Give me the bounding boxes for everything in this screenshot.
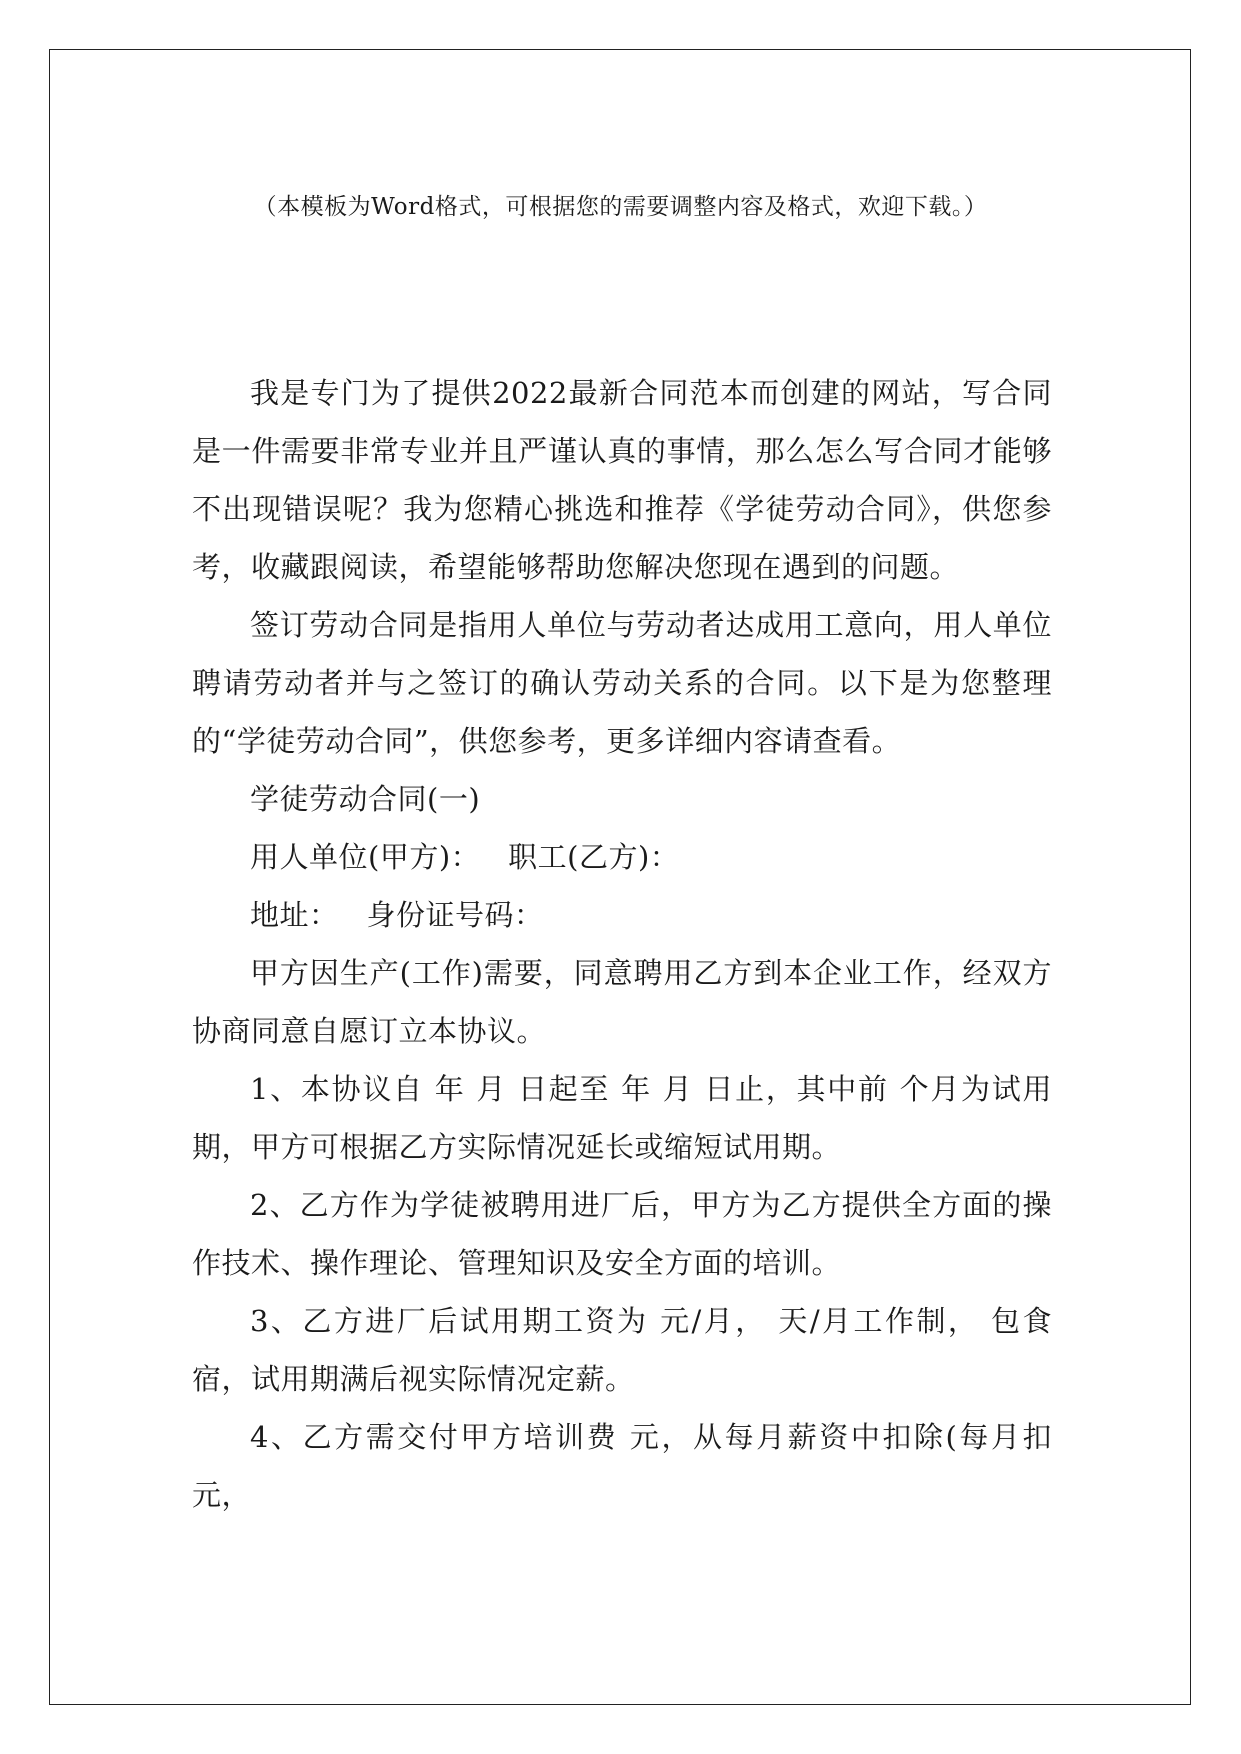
address-label: 地址： bbox=[250, 898, 339, 932]
section-title: 学徒劳动合同(一) bbox=[250, 782, 481, 816]
clause-4: 4、乙方需交付甲方培训费 元，从每月薪资中扣除(每月扣 元， bbox=[192, 1420, 1052, 1512]
parties-line bbox=[192, 828, 1052, 886]
employer-label: 用人单位(甲方)： bbox=[250, 840, 481, 874]
clause-1: 1、本协议自 年 月 日起至 年 月 日止，其中前 个月为试用期，甲方可根据乙方实际情况延长或缩短试用期。 bbox=[192, 1072, 1052, 1164]
clause-3: 3、乙方进厂后试用期工资为 元/月， 天/月工作制， 包食宿，试用期满后视实际情况定薪。 bbox=[192, 1304, 1052, 1396]
employee-label: 职工(乙方)： bbox=[508, 840, 680, 874]
document-body bbox=[192, 364, 1052, 1524]
address-line bbox=[192, 886, 1052, 944]
template-notice: （本模板为Word格式，可根据您的需要调整内容及格式，欢迎下载。） bbox=[253, 194, 988, 220]
preamble-paragraph: 甲方因生产(工作)需要，同意聘用乙方到本企业工作，经双方协商同意自愿订立本协议。 bbox=[192, 956, 1052, 1048]
id-number-label: 身份证号码： bbox=[366, 898, 544, 932]
definition-paragraph: 签订劳动合同是指用人单位与劳动者达成用工意向，用人单位聘请劳动者并与之签订的确认劳动关系的合同。以下是为您整理的“学徒劳动合同”，供您参考，更多详细内容请查看。 bbox=[192, 608, 1052, 758]
clause-2: 2、乙方作为学徒被聘用进厂后，甲方为乙方提供全方面的操作技术、操作理论、管理知识及安全方面的培训。 bbox=[192, 1188, 1052, 1280]
intro-paragraph: 我是专门为了提供2022最新合同范本而创建的网站，写合同是一件需要非常专业并且严谨认真的事情，那么怎么写合同才能够不出现错误呢？我为您精心挑选和推荐《学徒劳动合同》，供您参考，收藏跟阅读，希望能够帮助您解决您现在遇到的问题。 bbox=[192, 376, 1052, 584]
